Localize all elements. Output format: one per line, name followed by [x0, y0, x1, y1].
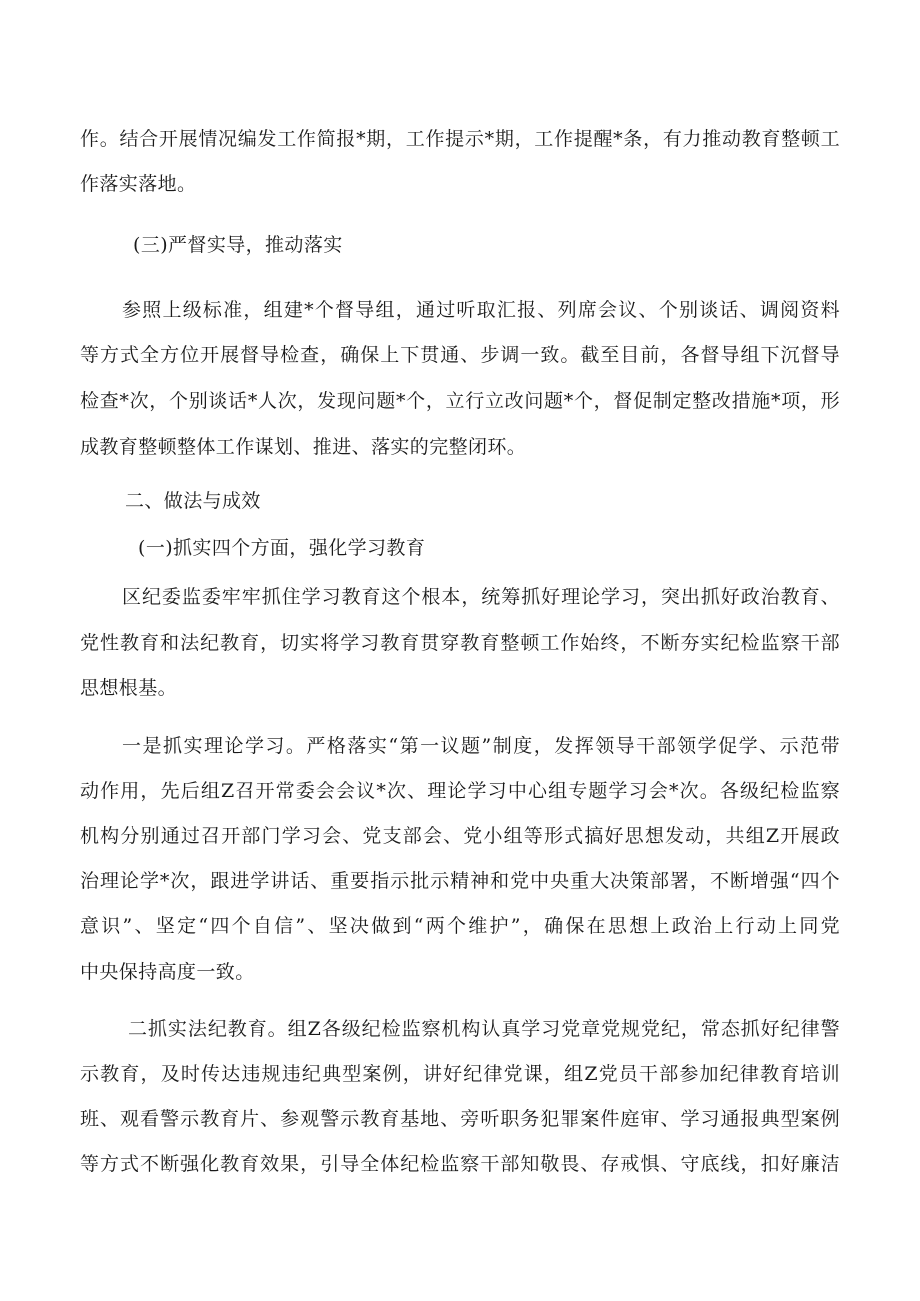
body-text-line: 思想根基。 [80, 677, 178, 699]
body-text-line: 作落实落地。 [80, 173, 197, 195]
section-heading: (一)抓实四个方面，强化学习教育 [138, 537, 426, 559]
body-text-line: 班、观看警示教育片、参观警示教育基地、旁听职务犯罪案件庭审、学习通报典型案例 [80, 1108, 840, 1130]
body-text-line: 二抓实法纪教育。组Z各级纪检监察机构认真学习党章党规党纪，常态抓好纪律警 [128, 1018, 840, 1040]
body-text-line: 示教育，及时传达违规违纪典型案例，讲好纪律党课，组Z党员干部参加纪律教育培训 [80, 1063, 840, 1085]
body-text-line: 中央保持高度一致。 [80, 961, 255, 983]
body-text-line: 意识”、坚定“四个自信”、坚决做到“两个维护”，确保在思想上政治上行动上同党 [80, 915, 840, 937]
body-text-line: 治理论学*次，跟进学讲话、重要指示批示精神和党中央重大决策部署，不断增强“四个 [80, 870, 840, 892]
body-text-line: 检查*次，个别谈话*人次，发现问题*个，立行立改问题*个，督促制定整改措施*项，形 [80, 390, 840, 412]
body-text-line: 参照上级标准，组建*个督导组，通过听取汇报、列席会议、个别谈话、调阅资料 [122, 299, 840, 321]
body-text-line: 党性教育和法纪教育，切实将学习教育贯穿教育整顿工作始终，不断夯实纪检监察干部 [80, 632, 840, 654]
section-heading: (三)严督实导，推动落实 [133, 234, 343, 256]
body-text-line: 区纪委监委牢牢抓住学习教育这个根本，统筹抓好理论学习，突出抓好政治教育、 [122, 586, 840, 608]
body-text-line: 作。结合开展情况编发工作简报*期，工作提示*期，工作提醒*条，有力推动教育整顿工 [80, 128, 840, 150]
body-text-line: 一是抓实理论学习。严格落实“第一议题”制度，发挥领导干部领学促学、示范带 [122, 735, 840, 757]
body-text-line: 等方式不断强化教育效果，引导全体纪检监察干部知敬畏、存戒惧、守底线，扣好廉洁 [80, 1153, 840, 1175]
body-text-line: 成教育整顿整体工作谋划、推进、落实的完整闭环。 [80, 436, 527, 458]
body-text-line: 等方式全方位开展督导检查，确保上下贯通、步调一致。截至目前，各督导组下沉督导 [80, 344, 840, 366]
body-text-line: 动作用，先后组Z召开常委会会议*次、理论学习中心组专题学习会*次。各级纪检监察 [80, 780, 840, 802]
body-text-line: 机构分别通过召开部门学习会、党支部会、党小组等形式搞好思想发动，共组Z开展政 [80, 825, 840, 847]
section-heading: 二、做法与成效 [125, 490, 261, 512]
